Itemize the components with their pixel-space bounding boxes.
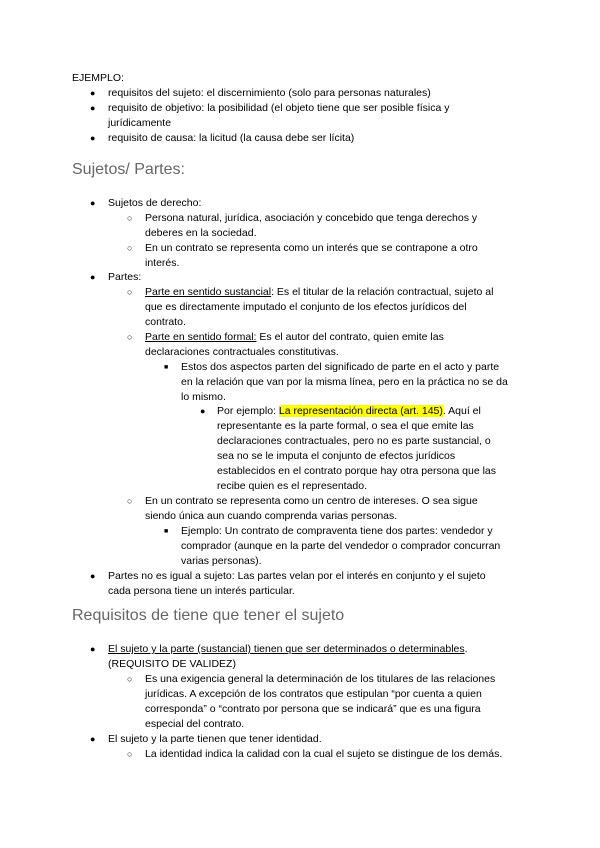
list-item-continued: lo mismo. [181, 391, 226, 403]
list-item-continued: especial del contrato. [145, 718, 245, 730]
example-text: . Aquí el [442, 405, 481, 417]
list-item-continued: recibe quien es el representado. [217, 480, 368, 492]
term-sustancial: Parte en sentido sustancial [145, 286, 272, 298]
list-item-continued: declaraciones contractuales constitutivas. [145, 346, 339, 358]
list-item: requisitos del sujeto: el discernimiento (solo para personas naturales) [108, 87, 431, 99]
list-item: Estos dos aspectos parten del significado de parte en el acto y parte [181, 361, 500, 373]
definition-text: Es el autor del contrato, quien emite las [256, 331, 444, 343]
list-item-continued: siendo única aun cuando comprenda varias personas. [145, 510, 398, 522]
period: . [464, 643, 468, 655]
list-item-continued: jurídicas. A excepción de los contratos que estipulan “por cuenta a quien [145, 688, 482, 700]
underlined-requirement: El sujeto y la parte (sustancial) tienen que ser determinados o determinables [108, 643, 465, 655]
list-item: La identidad indica la calidad con la cual el sujeto se distingue de los demás. [145, 748, 503, 760]
example-prefix: Por ejemplo: [217, 405, 279, 417]
list-item-continued: cada persona tiene un interés particular. [108, 585, 295, 597]
list-item-continued: varias personas). [181, 555, 262, 567]
bullet-circle [127, 494, 132, 509]
bullet-disc [90, 86, 95, 101]
list-item-continued: establecidos en el contrato porque hay otra persona que las [217, 465, 497, 477]
list-item: Persona natural, jurídica, asociación y concebido que tenga derechos y [145, 212, 478, 224]
list-item-continued: jurídicamente [108, 117, 172, 129]
bullet-disc [90, 732, 95, 747]
list-item: Es una exigencia general la determinación de los titulares de las relaciones [145, 673, 496, 685]
bullet-disc [90, 131, 95, 146]
list-item: El sujeto y la parte tienen que tener identidad. [108, 733, 322, 745]
bullet-circle [127, 211, 132, 226]
list-item-continued: en la relación que van por la misma línea, pero en la práctica no se da [181, 376, 508, 388]
list-item: requisito de objetivo: la posibilidad (el objeto tiene que ser posible física y [108, 102, 450, 114]
term-formal: Parte en sentido formal: [145, 331, 257, 343]
list-item-continued: interés. [145, 257, 180, 269]
bullet-disc [90, 569, 95, 584]
bullet-circle [127, 747, 132, 762]
list-item-continued: corresponda” o “contrato por persona que se indicará” que es una figura [145, 703, 481, 715]
list-item: Sujetos de derecho: [108, 197, 202, 209]
list-item [145, 285, 493, 300]
list-item-continued: contrato. [145, 316, 186, 328]
bullet-square [164, 524, 168, 540]
list-item: Partes: [108, 271, 142, 283]
bullet-disc [90, 196, 95, 211]
list-item-continued: (REQUISITO DE VALIDEZ) [108, 658, 236, 670]
section-heading: Sujetos/ Partes: [72, 161, 185, 178]
bullet-circle [127, 285, 132, 300]
list-item-continued: declaraciones contractuales, pero no es parte sustancial, o [217, 435, 491, 447]
bullet-disc [90, 642, 95, 657]
section-heading: Requisitos de tiene que tener el sujeto [72, 607, 345, 624]
bullet-circle [127, 330, 132, 345]
list-item-continued: sea no se le imputa el conjunto de efectos jurídicos [217, 450, 456, 462]
bullet-disc [200, 404, 205, 419]
list-item [217, 404, 481, 419]
list-item: Ejemplo: Un contrato de compraventa tiene dos partes: vendedor y [181, 525, 493, 537]
highlighted-text: La representación directa (art. 145) [278, 405, 443, 417]
list-item [108, 642, 468, 657]
list-item: En un contrato se representa como un centro de intereses. O sea sigue [145, 495, 478, 507]
bullet-square [164, 360, 168, 376]
bullet-disc [90, 270, 95, 285]
bullet-circle [127, 672, 132, 687]
list-item-continued: que es directamente imputado el conjunto de los efectos jurídicos del [145, 301, 467, 313]
list-item: Partes no es igual a sujeto: Las partes velan por el interés en conjunto y el sujeto [108, 570, 486, 582]
list-item: En un contrato se representa como un interés que se contrapone a otro [145, 242, 478, 254]
list-item [145, 330, 444, 345]
list-item: requisito de causa: la licitud (la causa debe ser lícita) [108, 132, 355, 144]
list-item-continued: deberes en la sociedad. [145, 227, 257, 239]
bullet-disc [90, 101, 95, 116]
list-item-continued: representante es la parte formal, o sea el que emite las [217, 420, 474, 432]
bullet-circle [127, 241, 132, 256]
definition-text: : Es el titular de la relación contractual, sujeto al [271, 286, 494, 298]
ejemplo-heading: EJEMPLO: [72, 72, 124, 84]
list-item-continued: comprador (aunque en la parte del vendedor o comprador concurran [181, 540, 501, 552]
